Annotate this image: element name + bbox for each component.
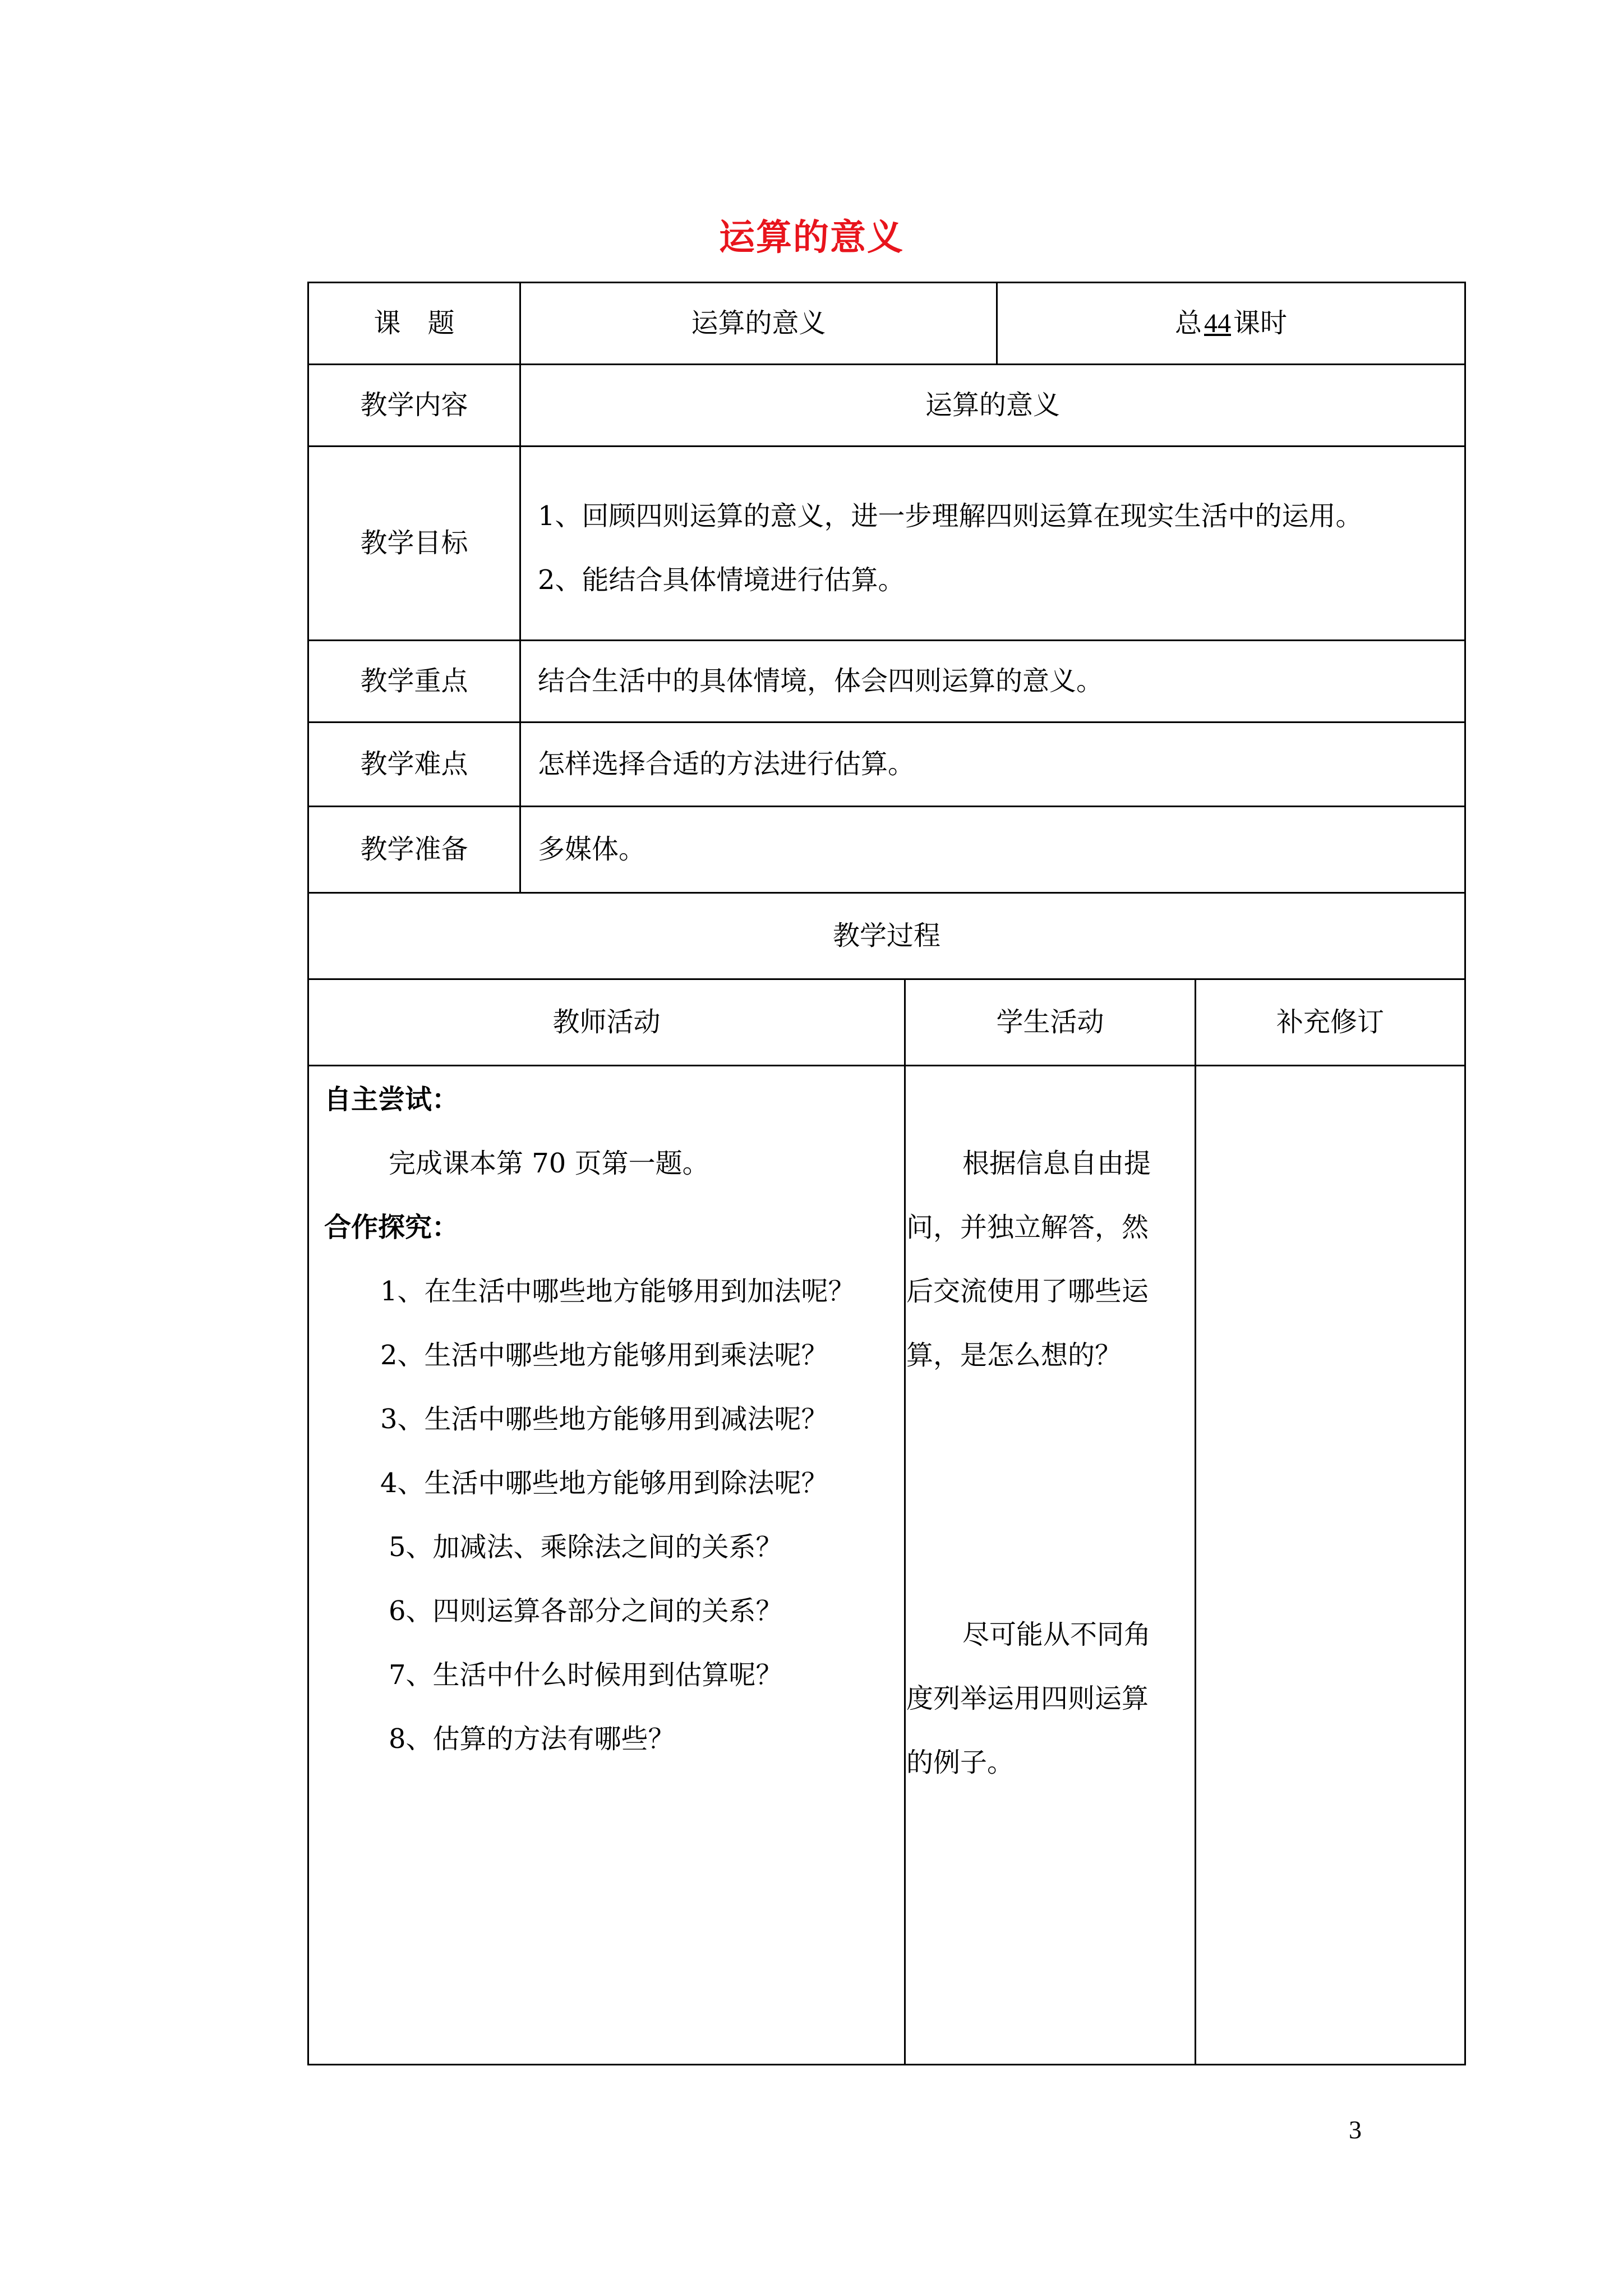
self-try-text: 完成课本第 70 页第一题。 — [389, 1148, 709, 1179]
student-line: 算，是怎么想的？ — [906, 1340, 1122, 1371]
student-line: 度列举运用四则运算 — [906, 1683, 1149, 1714]
student-line: 的例子。 — [906, 1747, 1015, 1778]
preparation-value: 多媒体。 — [538, 833, 646, 865]
difficulties-label: 教学难点 — [360, 748, 468, 780]
topic-label: 课 题 — [374, 307, 455, 339]
content-value: 运算的意义 — [925, 389, 1060, 421]
question-1: 1、在生活中哪些地方能够用到加法呢？ — [380, 1276, 855, 1307]
page-number: 3 — [1349, 2115, 1362, 2144]
process-heading: 教学过程 — [832, 919, 940, 951]
period-count — [998, 283, 1464, 364]
question-2: 2、生活中哪些地方能够用到乘法呢？ — [380, 1340, 828, 1371]
supplement-header: 补充修订 — [1276, 1006, 1384, 1038]
lesson-plan-table — [307, 282, 1466, 2065]
question-5: 5、加减法、乘除法之间的关系？ — [389, 1531, 783, 1563]
objectives-label: 教学目标 — [360, 527, 468, 559]
question-7: 7、生活中什么时候用到估算呢？ — [389, 1659, 783, 1691]
question-6: 6、四则运算各部分之间的关系？ — [389, 1595, 783, 1627]
question-8: 8、估算的方法有哪些？ — [389, 1723, 675, 1755]
student-activity-block-1 — [906, 1147, 1181, 1402]
self-try-heading: 自主尝试： — [324, 1084, 459, 1115]
period-prefix: 总 — [1174, 307, 1202, 339]
student-activity-block-2 — [906, 1618, 1181, 1810]
teacher-activity-header: 教师活动 — [552, 1006, 661, 1038]
teacher-activity — [324, 1083, 885, 1786]
preparation-label: 教学准备 — [360, 833, 468, 865]
student-line: 根据信息自由提 — [962, 1148, 1151, 1179]
question-4: 4、生活中哪些地方能够用到除法呢？ — [380, 1467, 828, 1499]
student-line: 问，并独立解答，然 — [906, 1212, 1149, 1243]
topic-value: 运算的意义 — [691, 307, 826, 339]
period-number: 44 — [1204, 308, 1231, 338]
objective-1: 1、回顾四则运算的意义，进一步理解四则运算在现实生活中的运用。 — [538, 500, 1363, 532]
objective-2: 2、能结合具体情境进行估算。 — [538, 564, 905, 596]
student-activity-header: 学生活动 — [996, 1006, 1104, 1038]
document-title: 运算的意义 — [719, 217, 904, 259]
key-points-label: 教学重点 — [360, 665, 468, 697]
student-line: 尽可能从不同角 — [962, 1619, 1151, 1650]
student-line: 后交流使用了哪些运 — [906, 1276, 1149, 1307]
question-3: 3、生活中哪些地方能够用到减法呢？ — [380, 1404, 828, 1435]
content-label: 教学内容 — [360, 389, 468, 421]
difficulties-value: 怎样选择合适的方法进行估算。 — [538, 748, 915, 780]
period-suffix: 课时 — [1233, 307, 1288, 339]
explore-heading: 合作探究： — [324, 1212, 459, 1243]
key-points-value: 结合生活中的具体情境，体会四则运算的意义。 — [538, 665, 1104, 697]
